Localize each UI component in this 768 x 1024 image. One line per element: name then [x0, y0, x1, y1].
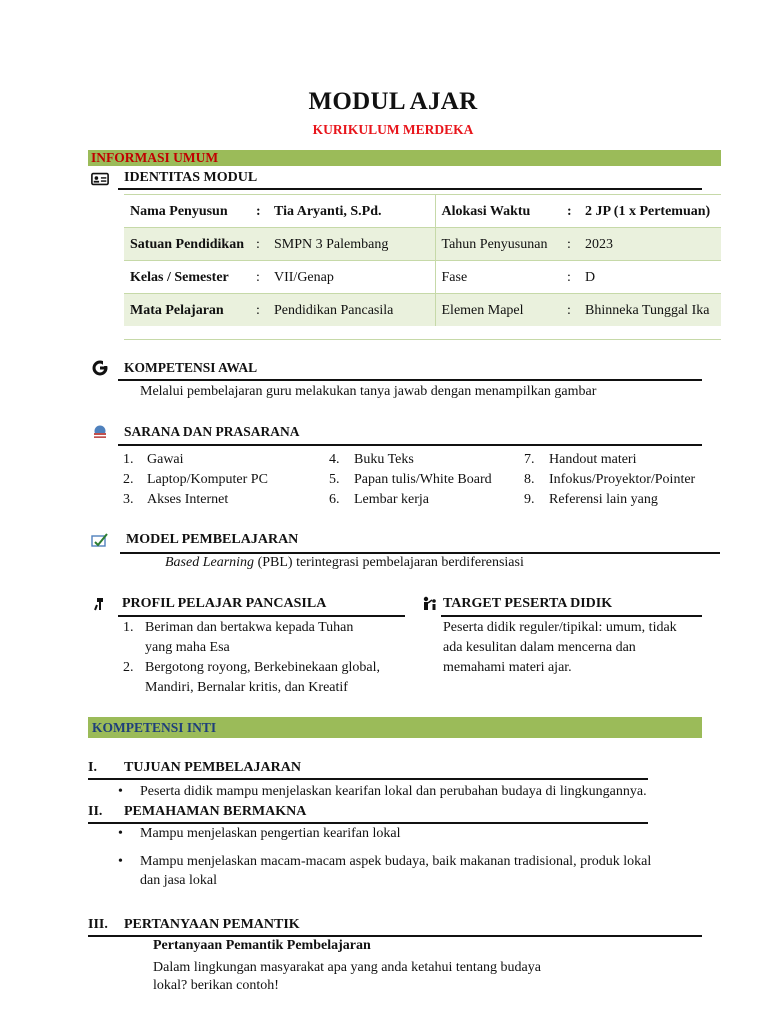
value-cell: SMPN 3 Palembang: [268, 228, 435, 261]
g-logo-icon: [91, 360, 109, 376]
list-item: [329, 450, 492, 470]
divider: [88, 778, 648, 780]
divider: [118, 188, 702, 190]
key-cell: Elemen Mapel: [435, 294, 561, 327]
list-item-continuation: yang maha Esa: [145, 640, 230, 655]
list-text: Laptop/Komputer PC: [147, 472, 268, 487]
key-cell: Alokasi Waktu: [435, 195, 561, 228]
list-item: [123, 470, 268, 490]
list-item-continuation: dan jasa lokal: [140, 873, 217, 888]
colon: :: [250, 228, 268, 261]
value-cell: VII/Genap: [268, 261, 435, 294]
list-item: [123, 618, 380, 638]
list-item: • Peserta didik mampu menjelaskan kearifan lokal dan perubahan budaya di lingkungannya.: [140, 782, 647, 802]
kompetensi-awal-text: Melalui pembelajaran guru melakukan tanya jawab dengan menampilkan gambar: [140, 384, 597, 399]
value-cell: Pendidikan Pancasila: [268, 294, 435, 327]
divider: [118, 379, 702, 381]
section-bar-kompetensi-inti: [88, 717, 702, 738]
list-item: [123, 658, 380, 678]
section-label: KOMPETENSI INTI: [92, 720, 217, 735]
list-item: [524, 450, 695, 470]
list-number: 1.: [123, 620, 134, 635]
list-text: Referensi lain yang: [549, 492, 658, 507]
text-line: Peserta didik reguler/tipikal: umum, tidak: [443, 620, 677, 635]
list-text: Gawai: [147, 452, 184, 467]
list-text: Infokus/Proyektor/Pointer: [549, 472, 696, 487]
list-text: Buku Teks: [354, 452, 414, 467]
list-item: [329, 470, 492, 490]
list-text: Beriman dan bertakwa kepada Tuhan: [145, 620, 354, 635]
list-number: 9.: [524, 492, 535, 507]
list-item-continuation: Mandiri, Bernalar kritis, dan Kreatif: [145, 680, 348, 695]
list-number: 4.: [329, 452, 340, 467]
sarana-list-col3: [524, 450, 695, 510]
pemantik-line: Dalam lingkungan masyarakat apa yang anda ketahui tentang budaya: [153, 960, 541, 975]
model-text-rest: (PBL) terintegrasi pembelajaran berdiferensiasi: [254, 555, 524, 570]
text-line: ada kesulitan dalam mencerna dan: [443, 640, 636, 655]
list-text: Handout materi: [549, 452, 637, 467]
checklist-icon: [91, 532, 109, 548]
divider: [441, 615, 702, 617]
pemantik-heading: PERTANYAAN PEMANTIK: [124, 917, 300, 932]
key-cell: Satuan Pendidikan: [124, 228, 250, 261]
tujuan-heading: TUJUAN PEMBELAJARAN: [124, 760, 301, 775]
list-item: [524, 470, 695, 490]
kompetensi-awal-heading: KOMPETENSI AWAL: [124, 360, 258, 375]
section-label: INFORMASI UMUM: [91, 150, 219, 165]
list-item: • Mampu menjelaskan macam-macam aspek budaya, baik makanan tradisional, produk lokal: [140, 852, 651, 872]
pemantik-line: lokal? berikan contoh!: [153, 978, 279, 993]
id-card-icon: [91, 171, 109, 187]
colon: :: [250, 294, 268, 327]
colon: :: [250, 195, 268, 228]
identity-table: [124, 194, 721, 326]
target-text: [443, 618, 677, 678]
table-row: [124, 261, 721, 294]
table-row: [124, 195, 721, 228]
value-cell: Bhinneka Tunggal Ika: [579, 294, 721, 327]
value-cell: 2023: [579, 228, 721, 261]
section-number: II.: [88, 804, 103, 819]
key-cell: Fase: [435, 261, 561, 294]
list-item: [329, 490, 492, 510]
table-row: [124, 294, 721, 327]
colon: :: [561, 228, 579, 261]
colon: :: [250, 261, 268, 294]
section-number: III.: [88, 917, 108, 932]
list-text: Papan tulis/White Board: [354, 472, 492, 487]
profil-heading: PROFIL PELAJAR PANCASILA: [122, 596, 327, 611]
pemahaman-heading: PEMAHAMAN BERMAKNA: [124, 804, 307, 819]
list-text: Bergotong royong, Berkebinekaan global,: [145, 660, 380, 675]
divider: [118, 615, 405, 617]
colon: :: [561, 294, 579, 327]
text-line: memahami materi ajar.: [443, 660, 572, 675]
key-cell: Mata Pelajaran: [124, 294, 250, 327]
key-cell: Nama Penyusun: [124, 195, 250, 228]
list-number: 2.: [123, 472, 134, 487]
value-cell: D: [579, 261, 721, 294]
list-number: 5.: [329, 472, 340, 487]
list-item: • Mampu menjelaskan pengertian kearifan lokal: [140, 824, 400, 844]
person-icon: [91, 596, 109, 612]
list-item: [123, 490, 268, 510]
key-cell: Tahun Penyusunan: [435, 228, 561, 261]
list-number: 2.: [123, 660, 134, 675]
value-cell: 2 JP (1 x Pertemuan): [579, 195, 721, 228]
book-globe-icon: [91, 424, 109, 440]
colon: :: [561, 195, 579, 228]
pemantik-subheading: Pertanyaan Pemantik Pembelajaran: [153, 938, 371, 953]
value-cell: Tia Aryanti, S.Pd.: [268, 195, 435, 228]
identitas-heading: IDENTITAS MODUL: [124, 170, 258, 185]
profil-list: [123, 618, 380, 698]
table-row: [124, 228, 721, 261]
list-number: 6.: [329, 492, 340, 507]
sarana-list-col2: [329, 450, 492, 510]
teacher-icon: [421, 596, 439, 612]
list-number: 1.: [123, 452, 134, 467]
list-item: [123, 450, 268, 470]
key-cell: Kelas / Semester: [124, 261, 250, 294]
list-item: [524, 490, 695, 510]
colon: :: [561, 261, 579, 294]
divider: [88, 935, 702, 937]
page-subtitle: KURIKULUM MERDEKA: [312, 122, 474, 137]
list-text: Akses Internet: [147, 492, 229, 507]
sarana-heading: SARANA DAN PRASARANA: [124, 424, 300, 439]
model-text: [165, 553, 524, 573]
list-number: 8.: [524, 472, 535, 487]
target-heading: TARGET PESERTA DIDIK: [443, 596, 613, 611]
list-number: 7.: [524, 452, 535, 467]
page-title: MODUL AJAR: [308, 88, 478, 115]
list-text: Lembar kerja: [354, 492, 430, 507]
table-bottom-border: [124, 339, 721, 340]
model-heading: MODEL PEMBELAJARAN: [126, 532, 299, 547]
section-bar-informasi-umum: [88, 150, 721, 166]
list-number: 3.: [123, 492, 134, 507]
sarana-list-col1: [123, 450, 268, 510]
model-text-italic: Based Learning: [165, 555, 255, 570]
section-number: I.: [88, 760, 97, 775]
divider: [118, 444, 702, 446]
